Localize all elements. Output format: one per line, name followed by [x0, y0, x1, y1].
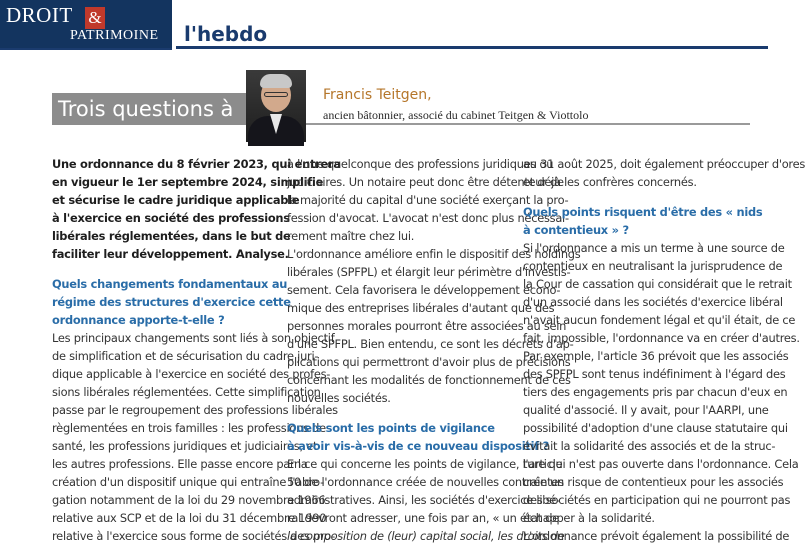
body-line: judiciaires. Un notaire peut donc être détenteur de	[287, 175, 564, 189]
body-line: des sociétés en participation qui ne pourront pas	[523, 493, 791, 507]
body-line: d'une SPFPL. Bien entendu, ce sont les décrets d'ap-	[287, 337, 574, 351]
body-line: des SPFPL sont tenus indéfiniment à l'égard des	[523, 367, 786, 381]
body-line: et déjà les confrères concernés.	[523, 175, 697, 189]
body-line: administratives. Ainsi, les sociétés d'exercice libé-	[287, 493, 560, 507]
body-line: tiers des engagements pris par chacun d'eux en	[523, 385, 788, 399]
body-line: L'ordonnance améliore enfin le dispositif des holdings	[287, 247, 581, 261]
body-line: Par exemple, l'article 36 prévoit que les associés	[523, 349, 789, 363]
body-line: échapper à la solidarité.	[523, 511, 655, 525]
body-line: qualité d'associé. Il y avait, pour l'AARPI, une	[523, 403, 769, 417]
question-line: régime des structures d'exercice cette	[52, 295, 291, 309]
body-line: libérales (SPFPL) et élargit leur périmètre d'investis-	[287, 265, 571, 279]
body-line: à l'une quelconque des professions juridiques ou	[287, 157, 554, 171]
lead-line: libérales réglementées, dans le but de	[52, 229, 291, 243]
question-heading-1	[52, 275, 291, 329]
portrait-glasses	[264, 92, 288, 97]
lead-line: Une ordonnance du 8 février 2023, qui entrera	[52, 157, 341, 171]
body-line: de simplification et de sécurisation du cadre juri-	[52, 349, 319, 363]
logo-droit-text: DROIT	[6, 3, 73, 27]
droit-patrimoine-logo	[0, 0, 172, 48]
body-line: possibilité d'adoption d'une clause statutaire qui	[523, 421, 788, 435]
body-line: santé, les professions juridiques et judiciaires, et	[52, 439, 318, 453]
logo-ampersand: &	[85, 7, 105, 29]
body-line: ral devront adresser, une fois par an, « un état de	[287, 511, 559, 525]
masthead-left-rule	[0, 48, 172, 50]
question-heading-2	[287, 419, 550, 455]
question-line: ordonnance apporte-t-elle ?	[52, 313, 225, 327]
lead-line: et sécurise le cadre juridique applicable	[52, 193, 300, 207]
body-line: 50 de l'ordonnance créée de nouvelles contraintes	[287, 475, 564, 489]
author-name: Francis Teitgen,	[323, 87, 432, 103]
body-line: En ce qui concerne les points de vigilance, l'article	[287, 457, 563, 471]
body-line: gation notamment de la loi du 29 novembre 1966	[52, 493, 326, 507]
portrait-hair	[260, 74, 292, 88]
body-line: contentieux en neutralisant la jurisprudence de	[523, 259, 783, 273]
body-line: L'ordonnance prévoit également la possibilité de	[523, 529, 790, 543]
body-line: création d'un dispositif unique qui entraîne l'abro-	[52, 475, 324, 489]
author-role: ancien bâtonnier, associé du cabinet Teitgen & Viottolo	[323, 108, 589, 122]
question-heading-3	[523, 203, 763, 239]
body-line: évitait la solidarité des associés et de la struc-	[523, 439, 776, 453]
answer-body-2-cont	[523, 155, 805, 191]
body-line: règlementées en trois familles : les professions de	[52, 421, 326, 435]
author-portrait	[246, 70, 306, 142]
article-lead	[52, 155, 341, 263]
body-line: relative aux SCP et de la loi du 31 décembre 1990	[52, 511, 327, 525]
section-title: l'hebdo	[184, 22, 268, 46]
body-line: mique des entreprises libérales d'autant que des	[287, 301, 555, 315]
rubric-title: Trois questions à	[58, 97, 234, 121]
body-line: plications qui permettront d'avoir plus de précisions	[287, 355, 571, 369]
body-line: ture qui n'est pas ouverte dans l'ordonnance. Cela	[523, 457, 799, 471]
body-line: la majorité du capital d'une société exerçant la pro-	[287, 193, 569, 207]
article-column-3	[523, 155, 805, 545]
body-line: Si l'ordonnance a mis un terme à une source de	[523, 241, 785, 255]
body-line: Les principaux changements sont liés à son objectif	[52, 331, 335, 345]
body-line: passe par le regroupement des professions libérales	[52, 403, 338, 417]
question-line: Quels changements fondamentaux au	[52, 277, 288, 291]
lead-line: en vigueur le 1er septembre 2024, simplifie	[52, 175, 324, 189]
answer-body-1	[52, 329, 338, 545]
body-line: la Cour de cassation qui considérait que le retrait	[523, 277, 792, 291]
body-line: au 31 août 2025, doit également préoccuper d'ores	[523, 157, 805, 171]
body-line: dique applicable à l'exercice en société des profes-	[52, 367, 331, 381]
body-line: relative à l'exercice sous forme de sociétés des pro-	[52, 529, 336, 543]
body-line: crée un risque de contentieux pour les associés	[523, 475, 784, 489]
body-line: fession d'avocat. L'avocat n'est donc plus nécessai-	[287, 211, 569, 225]
lead-line: faciliter leur développement. Analyse.	[52, 247, 289, 261]
masthead-rule	[176, 46, 768, 49]
body-line: sions libérales réglementées. Cette simplification	[52, 385, 321, 399]
body-line: les autres professions. Elle passe encore par la	[52, 457, 308, 471]
body-line: la composition de (leur) capital social, les droits de	[287, 529, 565, 543]
lead-line: à l'exercice en société des professions	[52, 211, 290, 225]
answer-body-2	[287, 455, 565, 545]
question-line: Quels points risquent d'être des « nids	[523, 205, 763, 219]
logo-patrimoine-text: PATRIMOINE	[70, 28, 159, 43]
body-line: d'un associé dans les sociétés d'exercice libéral	[523, 295, 783, 309]
body-line: nouvelles sociétés.	[287, 391, 391, 405]
question-line: Quels sont les points de vigilance	[287, 421, 495, 435]
body-line: fait, impossible, l'ordonnance va en créer d'autres.	[523, 331, 800, 345]
body-line: personnes morales pourront être associées au sein	[287, 319, 567, 333]
question-line: à contentieux » ?	[523, 223, 629, 237]
body-line: concernant les modalités de fonctionnement de ces	[287, 373, 571, 387]
question-line: à avoir vis-à-vis de ce nouveau dispositif ?	[287, 439, 550, 453]
body-line: rement maître chez lui.	[287, 229, 415, 243]
rubric-underline	[250, 123, 750, 125]
body-line: sement. Cela favorisera le développement écono-	[287, 283, 561, 297]
answer-body-3	[523, 239, 800, 545]
body-line: n'avait aucun fondement légal et qu'il était, de ce	[523, 313, 796, 327]
